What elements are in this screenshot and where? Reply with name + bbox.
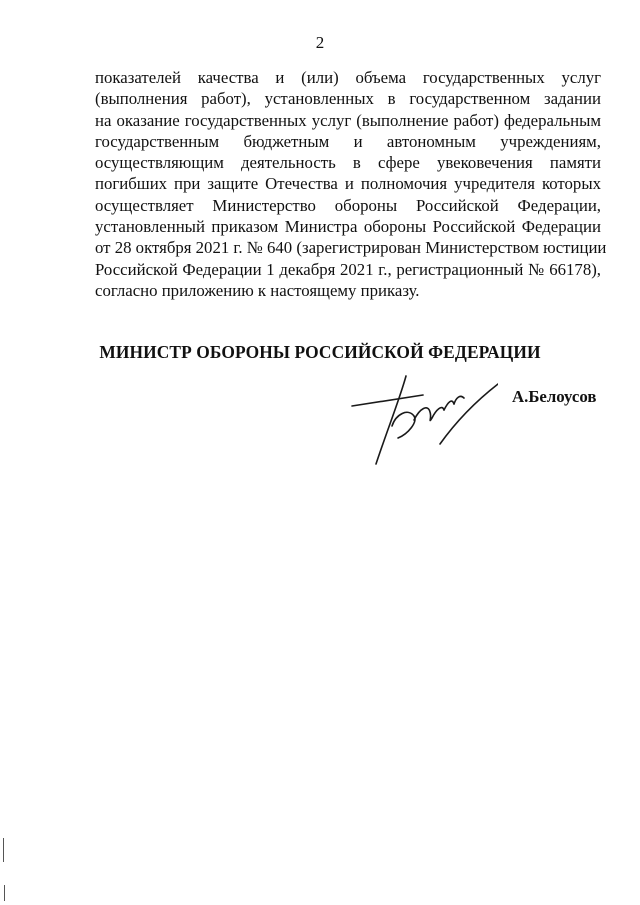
- page-number: 2: [315, 33, 325, 52]
- body-line: государственным бюджетным и автономным учреждениям,: [95, 131, 601, 151]
- body-paragraph: [95, 67, 607, 301]
- scan-margin-mark: [3, 838, 4, 862]
- body-line: погибших при защите Отечества и полномочия учредителя которых: [95, 174, 601, 194]
- body-line: (выполнения работ), установленных в государственном задании: [95, 89, 601, 109]
- body-line: установленный приказом Министра обороны Российской Федерации: [95, 217, 601, 237]
- body-line: осуществляющим деятельность в сфере увековечения памяти: [95, 153, 601, 173]
- scan-margin-mark: [4, 885, 5, 901]
- body-line: на оказание государственных услуг (выполнение работ) федеральным: [95, 110, 601, 130]
- body-line-last: согласно приложению к настоящему приказу.: [95, 280, 420, 300]
- handwritten-signature: [348, 368, 498, 468]
- body-line: осуществляет Министерство обороны Российской Федерации,: [95, 195, 601, 215]
- body-line: от 28 октября 2021 г. № 640 (зарегистрирован Министерством юстиции: [95, 238, 607, 258]
- body-line: показателей качества и (или) объема государственных услуг: [95, 68, 601, 87]
- minister-title: МИНИСТР ОБОРОНЫ РОССИЙСКОЙ ФЕДЕРАЦИИ: [99, 342, 541, 362]
- body-line: Российской Федерации 1 декабря 2021 г., регистрационный № 66178),: [95, 259, 601, 279]
- signer-name: А.Белоусов: [512, 387, 597, 406]
